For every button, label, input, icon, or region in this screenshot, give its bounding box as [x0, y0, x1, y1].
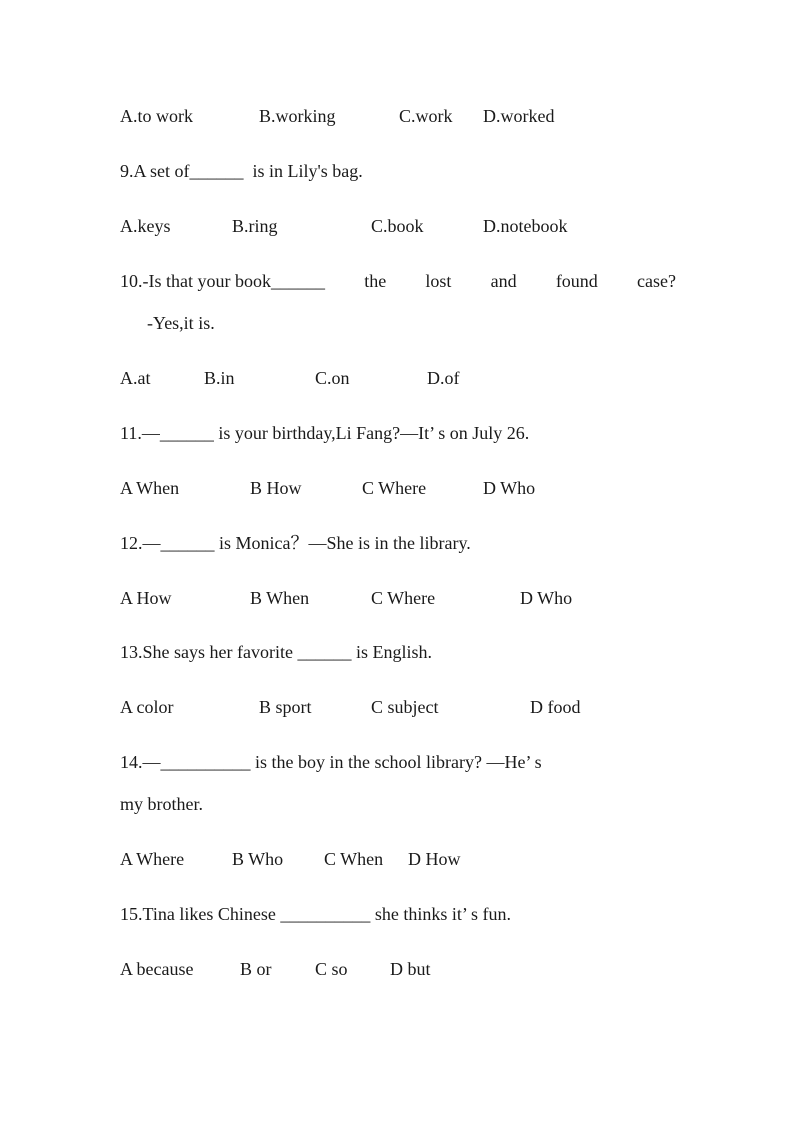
option-d: D food [530, 697, 581, 717]
option-a: A.keys [120, 216, 171, 236]
option-b: B sport [259, 697, 312, 717]
option-b: B How [250, 478, 302, 498]
option-c: C so [315, 959, 348, 979]
option-d: D.notebook [483, 216, 568, 236]
question-11-stem: 11.—______ is your birthday,Li Fang?—It’ s on July 26. [120, 423, 530, 443]
question-15-stem: 15.Tina likes Chinese __________ she thinks it’ s fun. [120, 904, 511, 924]
option-a: A because [120, 959, 194, 979]
option-c: C.work [399, 106, 453, 126]
option-a: A color [120, 697, 174, 717]
question-12-stem: 12.—______ is Monica？—She is in the library. [120, 533, 471, 553]
option-c: C Where [371, 588, 436, 608]
stem-word: found [555, 271, 598, 291]
option-c: C subject [371, 697, 439, 717]
option-a: A Where [120, 849, 185, 869]
option-a: A When [120, 478, 180, 498]
option-d: D Who [483, 478, 536, 498]
question-10-stem-line2: -Yes,it is. [147, 313, 215, 333]
question-14-stem-line2: my brother. [120, 794, 203, 814]
option-d: D.worked [483, 106, 555, 126]
stem-word: the [364, 271, 387, 291]
option-b: B Who [232, 849, 284, 869]
stem-word: lost [425, 271, 452, 291]
option-d: D.of [427, 368, 460, 388]
option-c: C Where [362, 478, 427, 498]
option-c: C When [324, 849, 384, 869]
option-b: B.ring [232, 216, 278, 236]
option-b: B When [250, 588, 310, 608]
option-c: C.on [315, 368, 350, 388]
option-c: C.book [371, 216, 424, 236]
option-b: B or [240, 959, 272, 979]
option-d: D Who [520, 588, 573, 608]
stem-word: 10.-Is that your book______ [120, 271, 325, 291]
option-a: A How [120, 588, 172, 608]
question-10-stem [120, 269, 676, 293]
option-a: A.to work [120, 106, 193, 126]
stem-word: case? [637, 271, 676, 291]
question-14-stem: 14.—__________ is the boy in the school library? —He’ s [120, 752, 542, 772]
question-13-stem: 13.She says her favorite ______ is English. [120, 642, 432, 662]
question-9-stem: 9.A set of______ is in Lily's bag. [120, 161, 363, 181]
stem-word: and [490, 271, 517, 291]
option-b: B.in [204, 368, 235, 388]
option-d: D How [408, 849, 461, 869]
option-a: A.at [120, 368, 151, 388]
option-b: B.working [259, 106, 336, 126]
option-d: D but [390, 959, 431, 979]
